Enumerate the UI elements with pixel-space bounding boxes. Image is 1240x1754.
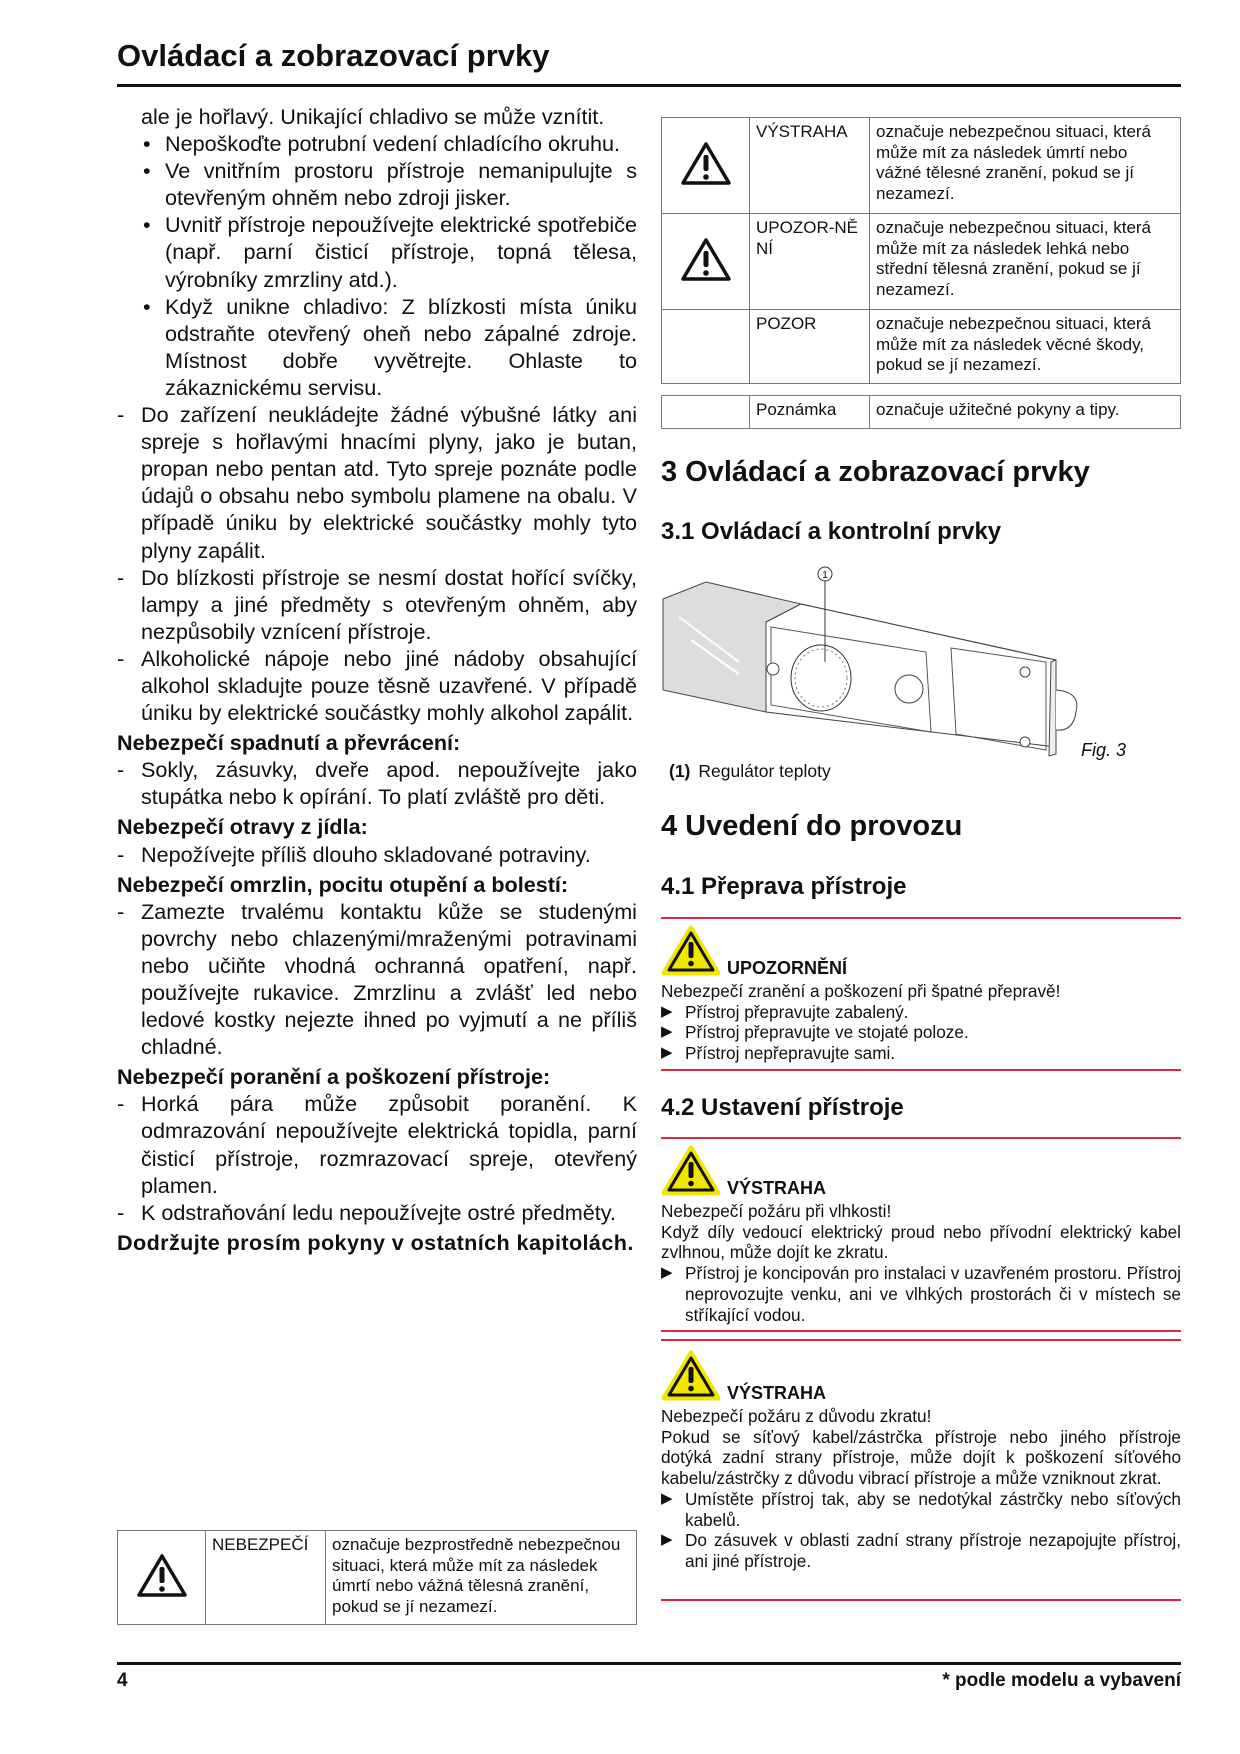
empty-cell	[662, 396, 750, 429]
list-item: ▶ Přístroj přepravujte ve stojaté poloze.	[661, 1022, 969, 1043]
item-text: Alkoholické nápoje nebo jiné nádoby obsahující alkohol skladujte pouze těsně uzavřené. V případě úniku by elektrické součástky mohly alkohol zapálit.	[141, 645, 637, 726]
figure-caption	[661, 761, 1181, 782]
list-item: • Ve vnitřním prostoru přístroje nemanipulujte s otevřeným ohněm nebo zdroji jisker.	[143, 158, 637, 211]
warning-icon	[661, 1350, 721, 1402]
item-text: Do zařízení neukládejte žádné výbušné látky ani spreje s hořlavými hnacími plyny, jako je butan, propan nebo pentan atd. Tyto spreje poznáte podle údajů o obsahu nebo symbolu plamene na obalu. V případě úniku by elektrické součástky mohly tyto plyny zapálit.	[141, 402, 637, 563]
signal-table	[661, 117, 1181, 384]
item-text: Přístroj nepřepravujte sami.	[685, 1043, 896, 1064]
red-rule	[661, 1330, 1181, 1332]
red-rule	[661, 1137, 1181, 1139]
item-text: Horká pára může způsobit poranění. K odmrazování nepoužívejte elektrická topidla, parní čisticí přístroje, rozmrazovací spreje, otevřený plamen.	[141, 1091, 637, 1198]
warning-title: UPOZORNĚNÍ	[727, 958, 848, 979]
list-item: ▶ Přístroj přepravujte zabalený.	[661, 1001, 909, 1022]
warning-body: Pokud se síťový kabel/zástrčka přístroje nebo jiného přístroje dotýká zadní strany přístroje, může dojít k poškození síťového kabelu/zástrčky z důvodu vibrací přístroje a může vzniknout zkrat.	[661, 1426, 1181, 1489]
list-item: • Když unikne chladivo: Z blízkosti místa úniku odstraňte otevřený oheň nebo zápalné zdroje. Místnost dobře vyvětrejte. Ohlaste to zákaznickému servisu.	[143, 293, 637, 400]
figure-label: Fig. 3	[1081, 740, 1127, 760]
item-text: Přístroj přepravujte ve stojaté poloze.	[685, 1022, 969, 1043]
list-item: - Sokly, zásuvky, dveře apod. nepoužívejte jako stupátka nebo k opírání. To platí zvláště pro děti.	[117, 757, 637, 810]
signal-word: Poznámka	[750, 396, 870, 429]
item-text: Ve vnitřním prostoru přístroje nemanipulujte s otevřeným ohněm nebo zdroji jisker.	[165, 158, 637, 211]
signal-description: označuje užitečné pokyny a tipy.	[870, 396, 1181, 429]
danger-table	[117, 1530, 637, 1625]
list-item: ▶ Do zásuvek v oblasti zadní strany přístroje nezapojujte přístroj, ani jiné přístroje.	[661, 1530, 1181, 1571]
list-item: ▶ Přístroj nepřepravujte sami.	[661, 1043, 896, 1064]
item-text: Když unikne chladivo: Z blízkosti místa úniku odstraňte otevřený oheň nebo zápalné zdroje. Místnost dobře vyvětrejte. Ohlaste to zákaznickému servisu.	[165, 293, 637, 400]
warning-title: VÝSTRAHA	[727, 1383, 827, 1404]
item-text: Zamezte trvalému kontaktu kůže se studenými povrchy nebo chlazenými/mraženými potravinami nebo učiňte vhodná ochranná opatření, např. používejte rukavice. Zmrzlinu a zvlášť led nebo ledové kostky nejezte ihned po vyjmutí a ne příliš chladné.	[141, 898, 637, 1060]
item-text: Umístěte přístroj tak, aby se nedotýkal zástrčky nebo síťových kabelů.	[685, 1488, 1181, 1530]
warning-lead: Nebezpečí zranění a poškození při špatné přepravě!	[661, 981, 1061, 1001]
caption-text: Regulátor teploty	[698, 761, 831, 781]
footer-note: * podle modelu a vybavení	[942, 1670, 1181, 1691]
signal-description: označuje nebezpečnou situaci, která může mít za následek věcné škody, pokud se jí nezamezí.	[870, 310, 1181, 384]
item-text: Přístroj přepravujte zabalený.	[685, 1001, 909, 1022]
caution-box	[661, 921, 1181, 1064]
subsection-heading: 4.1 Přeprava přístroje	[661, 873, 907, 900]
figure	[661, 562, 1181, 762]
signal-description: označuje bezprostředně nebezpečnou situaci, která může mít za následek úmrtí nebo vážná tělesná zranění, pokud se jí nezamezí.	[326, 1531, 637, 1625]
left-column	[117, 103, 637, 1256]
warning-icon	[661, 1145, 721, 1197]
item-text: Do zásuvek v oblasti zadní strany přístroje nezapojujte přístroj, ani jiné přístroje.	[685, 1530, 1181, 1571]
item-text: Uvnitř přístroje nepoužívejte elektrické spotřebiče (např. parní čisticí přístroje, topná tělesa, výrobníky zmrzliny atd.).	[165, 212, 637, 292]
signal-word: VÝSTRAHA	[750, 118, 870, 214]
subsection-heading: 3.1 Ovládací a kontrolní prvky	[661, 518, 1002, 545]
list-item: • Nepoškoďte potrubní vedení chladícího okruhu.	[143, 131, 621, 157]
signal-word: UPOZOR-NĚNÍ	[750, 214, 870, 310]
section-heading: 4 Uvedení do provozu	[661, 810, 963, 842]
hazard-heading: Dodržujte prosím pokyny v ostatních kapitolách.	[117, 1229, 634, 1255]
device-illustration	[661, 562, 1181, 762]
warning-box	[661, 1141, 1181, 1325]
note-table	[661, 395, 1181, 429]
warning-icon	[118, 1531, 206, 1625]
red-rule	[661, 1339, 1181, 1341]
red-rule	[661, 917, 1181, 919]
item-text: Sokly, zásuvky, dveře apod. nepoužívejte jako stupátka nebo k opírání. To platí zvláště pro děti.	[141, 757, 637, 810]
item-text: K odstraňování ledu nepoužívejte ostré předměty.	[141, 1199, 616, 1225]
list-item: - Do zařízení neukládejte žádné výbušné látky ani spreje s hořlavými hnacími plyny, jako je butan, propan nebo pentan atd. Tyto spreje poznáte podle údajů o obsahu nebo symbolu plamene na obalu. V případě úniku by elektrické součástky mohly tyto plyny zapálit.	[117, 402, 637, 563]
warning-box	[661, 1346, 1181, 1572]
item-text: Nepožívejte příliš dlouho skladované potraviny.	[141, 841, 591, 867]
list-item: • Uvnitř přístroje nepoužívejte elektrické spotřebiče (např. parní čisticí přístroje, topná tělesa, výrobníky zmrzliny atd.).	[143, 212, 637, 292]
item-text: Do blízkosti přístroje se nesmí dostat hořící svíčky, lampy a jiné předměty s otevřeným ohněm, aby nezpůsobily vznícení přístroje.	[141, 564, 637, 644]
list-item: - Alkoholické nápoje nebo jiné nádoby obsahující alkohol skladujte pouze těsně uzavřené. V případě úniku by elektrické součástky mohly alkohol zapálit.	[117, 645, 637, 726]
page-title: Ovládací a zobrazovací prvky	[117, 38, 550, 73]
signal-word: NEBEZPEČÍ	[206, 1531, 326, 1625]
red-rule	[661, 1069, 1181, 1071]
empty-cell	[662, 310, 750, 384]
signal-description: označuje nebezpečnou situaci, která může mít za následek úmrtí nebo vážné tělesné zranění, pokud se jí nezamezí.	[870, 118, 1181, 214]
item-text: Nepoškoďte potrubní vedení chladícího okruhu.	[165, 131, 621, 157]
red-rule	[661, 1599, 1181, 1601]
list-item: - Do blízkosti přístroje se nesmí dostat hořící svíčky, lampy a jiné předměty s otevřeným ohněm, aby nezpůsobily vznícení přístroje.	[117, 564, 637, 644]
warning-icon	[661, 925, 721, 977]
list-item: ▶ Přístroj je koncipován pro instalaci v uzavřeném prostoru. Přístroj neprovozujte venku, ani ve vlhkých prostorách či v místech se stříkající vodou.	[661, 1263, 1181, 1325]
warning-lead: Nebezpečí požáru z důvodu zkratu!	[661, 1406, 932, 1426]
hazard-heading: Nebezpečí poranění a poškození přístroje:	[117, 1064, 551, 1090]
page-number: 4	[117, 1670, 128, 1691]
subsection-heading: 4.2 Ustavení přístroje	[661, 1094, 904, 1121]
warning-icon	[662, 214, 750, 310]
list-item: - Zamezte trvalému kontaktu kůže se studenými povrchy nebo chlazenými/mraženými potravinami nebo učiňte vhodná ochranná opatření, např. používejte rukavice. Zmrzlinu a zvlášť led nebo ledové kostky nejezte ihned po vyjmutí a ne příliš chladné.	[117, 898, 637, 1060]
section-heading: 3 Ovládací a zobrazovací prvky	[661, 456, 1090, 488]
header-rule	[117, 84, 1181, 87]
list-item: - K odstraňování ledu nepoužívejte ostré předměty.	[117, 1199, 616, 1225]
hazard-heading: Nebezpečí omrzlin, pocitu otupění a bolestí:	[117, 871, 569, 897]
warning-title: VÝSTRAHA	[727, 1178, 827, 1199]
warning-body: Když díly vedoucí elektrický proud nebo přívodní elektrický kabel zvlhnou, může dojít ke zkratu.	[661, 1221, 1181, 1263]
list-item: - Nepožívejte příliš dlouho skladované potraviny.	[117, 841, 591, 867]
warning-lead: Nebezpečí požáru při vlhkosti!	[661, 1201, 892, 1221]
item-text: Přístroj je koncipován pro instalaci v uzavřeném prostoru. Přístroj neprovozujte venku, ani ve vlhkých prostorách či v místech se stříkající vodou.	[685, 1263, 1181, 1325]
hazard-heading: Nebezpečí otravy z jídla:	[117, 814, 368, 840]
signal-word: POZOR	[750, 310, 870, 384]
temperature-dial[interactable]	[791, 645, 851, 711]
signal-description: označuje nebezpečnou situaci, která může mít za následek lehká nebo střední tělesná zranění, pokud se jí nezamezí.	[870, 214, 1181, 310]
footer-rule	[117, 1662, 1181, 1665]
hazard-heading: Nebezpečí spadnutí a převrácení:	[117, 730, 461, 756]
caption-number: (1)	[669, 761, 691, 781]
warning-icon	[662, 118, 750, 214]
callout-number: 1	[822, 570, 828, 581]
list-item: ▶ Umístěte přístroj tak, aby se nedotýkal zástrčky nebo síťových kabelů.	[661, 1488, 1181, 1530]
list-item: - Horká pára může způsobit poranění. K odmrazování nepoužívejte elektrická topidla, parní čisticí přístroje, rozmrazovací spreje, otevřený plamen.	[117, 1091, 637, 1198]
paragraph: ale je hořlavý. Unikající chladivo se může vznítit.	[141, 104, 605, 129]
